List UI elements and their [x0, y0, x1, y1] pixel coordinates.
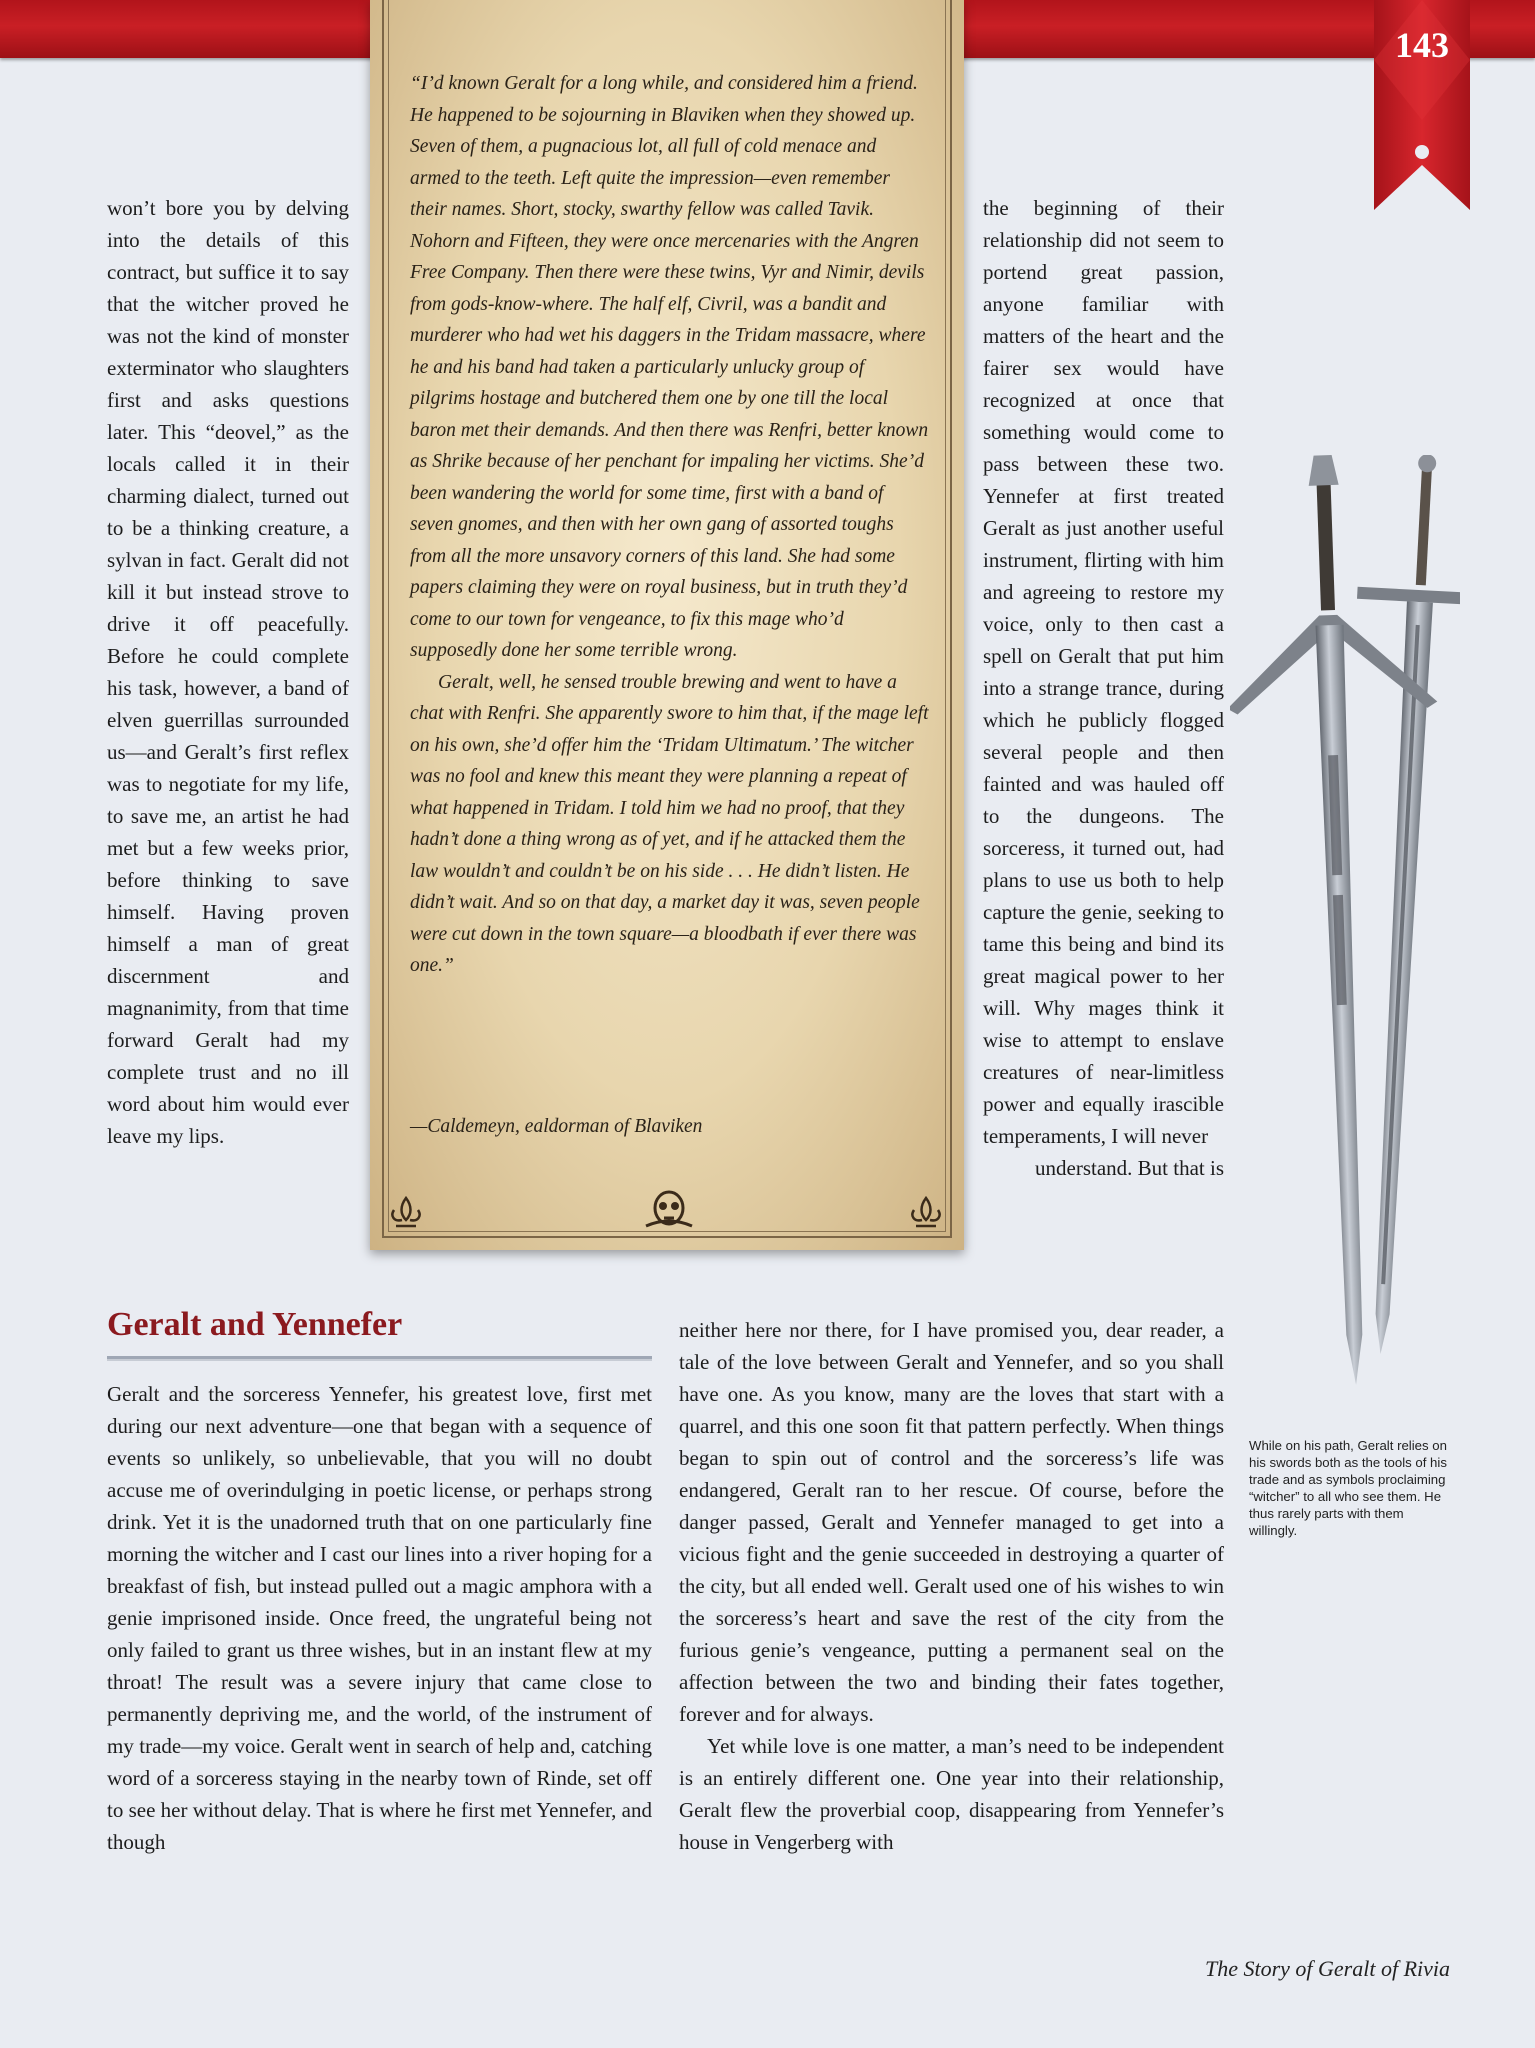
fleur-de-lis-icon: [906, 1196, 946, 1232]
fleur-de-lis-icon: [386, 1196, 426, 1232]
quote-paragraph-2: Geralt, well, he sensed trouble brewing and went to have a chat with Renfri. She apparently swore to him that, if the mage left on his own, she’d offer him the ‘Tridam Ultimatum.’ The witcher was no fool and knew this meant they were planning a repeat of what happened in Tridam. I told him we had no proof, that they hadn’t done a thing wrong as of yet, and if he attacked them the law wouldn’t and couldn’t be on his side . . . He didn’t listen. He didn’t wait. And so on that day, a market day it was, seven people were cut down in the town square—a bloodbath if ever there was one.”: [410, 671, 929, 976]
section-right-text-2: Yet while love is one matter, a man’s need to be independent is an entirely different one. One year into their relationship, Geralt flew the proverbial coop, disappearing from Yennefer’s house in Vengerberg with: [679, 1734, 1224, 1854]
page-number: 143: [1395, 25, 1449, 65]
quote-parchment-box: [370, 0, 964, 1250]
section-left-column: [107, 1378, 652, 1858]
section-left-text: Geralt and the sorceress Yennefer, his greatest love, first met during our next adventure—one that began with a sequence of events so unlikely, so unbelievable, that you will no doubt accuse me of overindulging in poetic license, or perhaps strong drink. Yet it is the unadorned truth that on one particularly fine morning the witcher and I cast our lines into a river hoping for a breakfast of fish, but instead pulled out a magic amphora with a genie imprisoned inside. Once freed, the ungrateful being not only failed to grant us three wishes, but in an instant flew at my throat! The result was a severe injury that came close to permanently depriving me, and the world, of the instrument of my trade—my voice. Geralt went in search of help and, catching word of a sorceress staying in the nearby town of Rinde, set off to see her without delay. That is where he first met Yennefer, and though: [107, 1382, 653, 1854]
quote-paragraph-1: “I’d known Geralt for a long while, and considered him a friend. He happened to be sojourning in Blaviken when they showed up. Seven of them, a pugnacious lot, all full of cold menace and armed to the teeth. Left quite the impression—even remember their names. Short, stocky, swarthy fellow was called Tavik. Nohorn and Fifteen, they were once mercenaries with the Angren Free Company. Then there were these twins, Vyr and Nimir, devils from gods-know-where. The half elf, Civril, was a bandit and murderer who had wet his daggers in the Tridam massacre, where he and his band had taken a particularly unlucky group of pilgrims hostage and butchered them one by one till the local baron met their demands. And then there was Renfri, better known as Shrike because of her penchant for impaling her victims. She’d been wandering the world for some time, first with a band of seven gnomes, and then with her own gang of assorted toughs from all the more unsavory corners of this land. She had some papers claiming they were on royal business, but in truth they’d come to our town for vengeance, to fix this mage who’d supposedly done her some terrible wrong.: [410, 73, 929, 661]
right-column: [983, 192, 1224, 1184]
right-column-text: the beginning of their relationship did not seem to portend great passion, anyone familiar with matters of the heart and the fairer sex would have recognized at once that something would come to pass between these two. Yennefer at first treated Geralt as just another useful instrument, flirting with him and agreeing to restore my voice, only to then cast a spell on Geralt that put him into a strange trance, during which he publicly flogged several people and then fainted and was hauled off to the dungeons. The sorceress, it turned out, had plans to use us both to help capture the genie, seeking to tame this being and bind its great magical power to her will. Why mages think it wise to attempt to enslave creatures of near-limitless power and equally irascible temperaments, I will never: [983, 196, 1224, 1148]
running-footer: The Story of Geralt of Rivia: [1204, 1956, 1450, 1981]
skull-ornament-icon: [642, 1186, 696, 1234]
left-column-text: won’t bore you by delving into the details of this contract, but suffice it to say that the witcher proved he was not the kind of monster exterminator who slaughters first and asks questions later. This “deovel,” as the locals called it in their charming dialect, turned out to be a thinking creature, a sylvan in fact. Geralt did not kill it but instead strove to drive it off peacefully. Before he could complete his task, however, a band of elven guerrillas surrounded us—and Geralt’s first reflex was to negotiate for my life, to save me, an artist he had met but a few weeks prior, before thinking to save himself. Having proven himself a man of great discernment and magnanimity, from that time forward Geralt had my complete trust and no ill word about him would ever leave my lips.: [107, 196, 349, 1148]
figure-caption: While on his path, Geralt relies on his swords both as the tools of his trade and as symbols proclaiming “witcher” to all who see them. He thus rarely parts with them willingly.: [1249, 1438, 1447, 1538]
section-divider: [107, 1356, 652, 1361]
section-right-column: [679, 1314, 1224, 1858]
right-column-last-line: understand. But that is: [1035, 1156, 1224, 1180]
quote-attribution: —Caldemeyn, ealdorman of Blaviken: [410, 1116, 703, 1137]
quote-text: [410, 68, 930, 982]
section-title: Geralt and Yennefer: [107, 1306, 403, 1343]
crossed-swords-icon: [1230, 455, 1460, 1395]
left-column: [107, 192, 349, 1152]
section-right-text-1: neither here nor there, for I have promised you, dear reader, a tale of the love between Geralt and Yennefer, and so you shall have one. As you know, many are the loves that start with a quarrel, and this one soon fit that pattern perfectly. When things began to spin out of control and the sorceress’s life was endangered, Geralt ran to her rescue. Of course, before the danger passed, Geralt and Yennefer managed to get into a vicious fight and the genie succeeded in destroying a quarter of the city, but all ended well. Geralt used one of his wishes to win the sorceress’s heart and save the rest of the city from the furious genie’s vengeance, putting a permanent seal on the affection between the two and binding their fates together, forever and for always.: [679, 1318, 1224, 1726]
